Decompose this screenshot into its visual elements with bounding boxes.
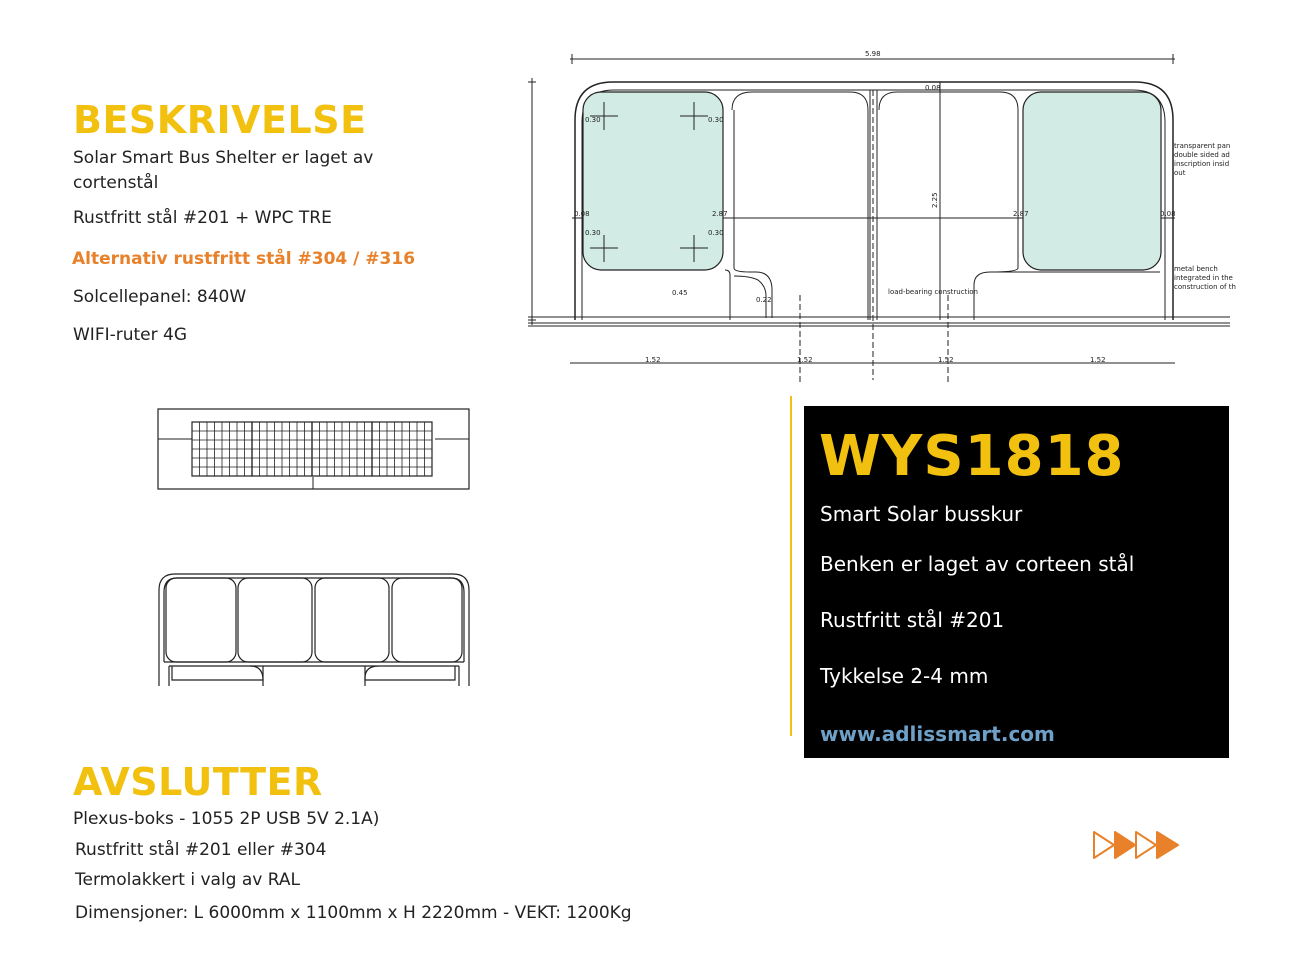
top-view-drawing: [155, 405, 473, 495]
dim-corner-3: 0.30: [585, 229, 601, 237]
card-accent-line: [790, 396, 792, 736]
finish-heading: AVSLUTTER: [73, 760, 323, 804]
dim-total-width: 5.98: [865, 50, 881, 58]
note-glass-4: out: [1174, 169, 1186, 177]
card-line-1: Benken er laget av corteen stål: [820, 552, 1135, 576]
note-glass-2: double sided ad: [1174, 151, 1230, 159]
note-glass-1: transparent pan: [1174, 142, 1231, 150]
card-line-3: Tykkelse 2-4 mm: [820, 664, 989, 688]
model-title: WYS1818: [819, 424, 1125, 489]
description-line-4: Solcellepanel: 840W: [73, 287, 247, 307]
finish-item-2: Rustfritt stål #201 eller #304: [75, 840, 327, 860]
website-link[interactable]: www.adlissmart.com: [820, 722, 1055, 746]
card-subtitle: Smart Solar busskur: [820, 502, 1023, 526]
dim-corner-1: 0.30: [585, 116, 601, 124]
note-bench-3: construction of th: [1174, 283, 1236, 291]
note-bench-1: metal bench: [1174, 265, 1218, 273]
dim-bench-height: 0.45: [672, 289, 688, 297]
dim-bench-1: 0.22: [756, 296, 772, 304]
dim-corner-4: 0.30: [708, 229, 724, 237]
finish-item-4: Dimensjoner: L 6000mm x 1100mm x H 2220mm - VEKT: 1200Kg: [75, 903, 632, 923]
dim-seg-2: 1.52: [797, 356, 813, 364]
front-view-drawing: [155, 568, 473, 692]
dim-top: 0.08: [925, 84, 941, 92]
note-structure: load-bearing construction: [888, 288, 978, 296]
dim-corner-2: 0.30: [708, 116, 724, 124]
dim-pane-width-left: 2.87: [712, 210, 728, 218]
dim-seg-4: 1.52: [1090, 356, 1106, 364]
dim-pane-width-right: 2.87: [1013, 210, 1029, 218]
note-glass-3: inscription insid: [1174, 160, 1230, 168]
finish-item-1: Plexus-boks - 1055 2P USB 5V 2.1A): [73, 809, 380, 829]
description-line-2: Rustfritt stål #201 + WPC TRE: [73, 208, 332, 228]
dim-seg-3: 1.52: [938, 356, 954, 364]
dim-edge-left: 0.08: [574, 210, 590, 218]
description-line-1: Solar Smart Bus Shelter er laget av cortenstål: [73, 148, 374, 193]
note-bench-2: integrated in the: [1174, 274, 1233, 282]
next-arrows-icon[interactable]: [1090, 828, 1185, 862]
card-line-2: Rustfritt stål #201: [820, 608, 1005, 632]
finish-item-3: Termolakkert i valg av RAL: [75, 870, 300, 890]
description-highlight: Alternativ rustfritt stål #304 / #316: [72, 249, 416, 269]
dim-edge-right: 0.08: [1160, 210, 1176, 218]
description-line-5: WIFI-ruter 4G: [73, 325, 188, 345]
elevation-drawing: [520, 40, 1240, 390]
description-heading: BESKRIVELSE: [73, 98, 367, 142]
dim-seg-1: 1.52: [645, 356, 661, 364]
dim-mid-height: 2.25: [931, 192, 939, 208]
